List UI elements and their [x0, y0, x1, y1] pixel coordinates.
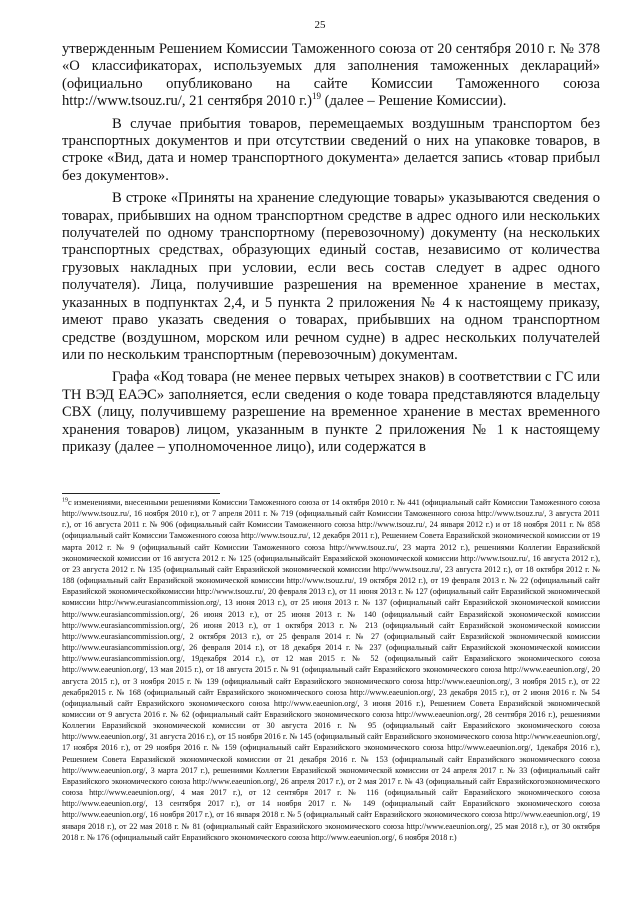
footnote	[62, 497, 600, 843]
paragraph-4: Графа «Код товара (не менее первых четырех знаков) в соответствии с ГС или ТН ВЭД ЕАЭС» заполняется, если сведения о коде товара представляются владельцу СВХ (лицу, получившему разрешение на временное хранение в местах временного хранения товаров) лицом, указанным в пункте 2 приложения № 1 к настоящему приказу (далее – уполномоченное лицо), или содержатся в	[62, 369, 600, 455]
paragraph-3: В строке «Приняты на хранение следующие товары» указываются сведения о товарах, прибывших на одном транспортном средстве в адрес одного или нескольких получателей по одному транспортному (перевозочному) документу (на нескольких транспортных средствах, образующих единый состав, независимо от количества грузовых накладных при условии, если весь состав следует в адрес одного получателя). Лица, получившие разрешения на временное хранение в местах, указанных в подпунктах 2,4, и 5 пункта 2 приложения № 4 к настоящему приказу, имеют право указать сведения о товарах, прибывших на одном транспортном средстве (воздушном, морском или речном судне) в адрес нескольких получателей или по нескольким транспортным (перевозочным) документам.	[62, 190, 600, 363]
paragraph-1	[62, 41, 600, 111]
page-number: 25	[314, 19, 326, 31]
body-text	[62, 41, 600, 456]
footnote-divider	[62, 493, 220, 494]
footnote-number: 19	[62, 497, 68, 504]
paragraph-1-text: утвержденным Решением Комиссии Таможенного союза от 20 сентября 2010 г. № 378 «О классификаторах, используемых для заполнения таможенных деклараций» (официально опубликовано на сайте Комиссии Таможенного союза http://www.tsouz.ru/, 21 сентября 2010 г.)	[62, 41, 600, 110]
footnote-ref: 19	[312, 91, 321, 102]
paragraph-1-tail: (далее – Решение Комиссии).	[321, 93, 507, 110]
footnote-text: с изменениями, внесенными решениями Комиссии Таможенного союза от 14 октября 2010 г. № 441 (официальный сайт Комиссии Таможенного союза http://www.tsouz.ru/, 16 ноября 2010 г.), от 7 апреля 2011 г. № 719 (официальный сайт Комиссии Таможенного союза http://www.tsouz.ru/, 3 августа 2011 г.), от 16 августа 2011 г. № 906 (официальный сайт Комиссии Таможенного союза http://www.tsouz.ru/, 24 января 2012 г.) и от 18 ноября 2011 г. № 858 (официальный сайт Комиссии Таможенного союза http://www.tsouz.ru/, 12 декабря 2011 г.), Решением Совета Евразийской экономической комиссии от 19 марта 2012 г. № 9 (официальный сайт Комиссии Таможенного союза http://www.tsouz.ru/, 23 марта 2012 г.), решениями Коллегии Евразийской экономической комиссии от 16 августа 2012 г. № 125 (официальныйсайт Евразийской экономической комиссии http://www.tsouz.ru/, 16 августа 2012 г.), от 23 августа 2012 г. № 135 (официальный сайт Евразийской экономической комиссии http://www.tsouz.ru/, 23 августа 2012 г.), от 18 октября 2012 г. № 188 (официальный сайт Евразийской экономической комиссии http://www.tsouz.ru/, 19 октября 2012 г.), от 19 февраля 2013 г. № 22 (официальный сайт Евразийской экономическойкомиссии http://www.tsouz.ru/, 20 февраля 2013 г.), от 11 июня 2013 г. № 127 (официальный сайт Евразийской экономической комиссии http://www.eurasiancommission.org/, 13 июня 2013 г.), от 25 июня 2013 г. № 137 (официальный сайт Евразийской экономической комиссии http://www.eurasiancommission.org/, 26 июня 2013 г.), от 25 июня 2013 г. № 140 (официальный сайт Евразийской экономической комиссии http://www.eurasiancommission.org/, 26 июня 2013 г.), от 1 октября 2013 г. № 213 (официальный сайт Евразийской экономической комиссии http://www.eurasiancommission.org/, 2 октября 2013 г.), от 25 февраля 2014 г. № 27 (официальный сайт Евразийской экономической комиссии http://www.eurasiancommission.org/, 26 февраля 2014 г.), от 18 декабря 2014 г. № 237 (официальный сайт Евразийской экономической комиссии http://www.eurasiancommission.org/, 19декабря 2014 г.), от 12 мая 2015 г. № 52 (официальный сайт Евразийского экономического союза http://www.eaeunion.org/, 13 мая 2015 г.), от 18 августа 2015 г. № 91 (официальный сайт Евразийского экономического союза http://www.eaeunion.org/, 20 августа 2015 г.), от 3 ноября 2015 г. № 139 (официальный сайт Евразийского экономического союза http://www.eaeunion.org/, 3 ноября 2015 г.), от 22 декабря2015 г. № 168 (официальный сайт Евразийского экономического союза http://www.eaeunion.org/, 23 декабря 2015 г.), от 2 июня 2016 г. № 54 (официальный сайт Евразийского экономического союза http://www.eaeunion.org/, 3 июня 2016 г.), Решением Совета Евразийской экономической комиссии от 9 августа 2016 г. № 62 (официальный сайт Евразийского экономического союза http://www.eaeunion.org/, 28 сентября 2016 г.), решениями Коллегии Евразийской экономической комиссии от 30 августа 2016 г. № 95 (официальный сайт Евразийского экономического союза http://www.eaeunion.org/, 31 августа 2016 г.), от 15 ноября 2016 г. № 145 (официальный сайт Евразийского экономического союза http://www.eaeunion.org/, 17 ноября 2016 г.), от 29 ноября 2016 г. № 159 (официальный сайт Евразийского экономического союза http://www.eaeunion.org/, 1декабря 2016 г.), Решением Совета Евразийской экономической комиссии от 21 декабря 2016 г. № 153 (официальный сайт Евразийского экономического союза http://www.eaeunion.org/, 3 марта 2017 г.), решениями Коллегии Евразийской экономической комиссии от 24 апреля 2017 г. № 33 (официальный сайт Евразийского экономического союза http://www.eaeunion.org/, 26 апреля 2017 г.), от 2 мая 2017 г. № 43 (официальный сайт Евразийскогоэкономического союза http://www.eaeunion.org/, 4 мая 2017 г.), от 12 сентября 2017 г. № 116 (официальный сайт Евразийского экономического союза http://www.eaeunion.org/, 13 сентября 2017 г.), от 14 ноября 2017 г. № 149 (официальный сайт Евразийского экономического союза http://www.eaeunion.org/, 16 ноября 2017 г.), от 16 января 2018 г. № 5 (официальный сайт Евразийского экономического союза http://www.eaeunion.org/, 19 января 2018 г.), от 22 мая 2018 г. № 81 (официальный сайт Евразийского экономического союза http://www.eaeunion.org/, 25 мая 2018 г.), от 30 октября 2018 г. № 176 (официальный сайт Евразийского экономического союза http://www.eaeunion.org/, 6 ноября 2018 г.)	[62, 498, 600, 842]
paragraph-2: В случае прибытия товаров, перемещаемых воздушным транспортом без транспортных документов и при отсутствии сведений о них на упаковке товаров, в строке «Вид, дата и номер транспортного документа» делается запись «товар прибыл без документов».	[62, 115, 600, 184]
